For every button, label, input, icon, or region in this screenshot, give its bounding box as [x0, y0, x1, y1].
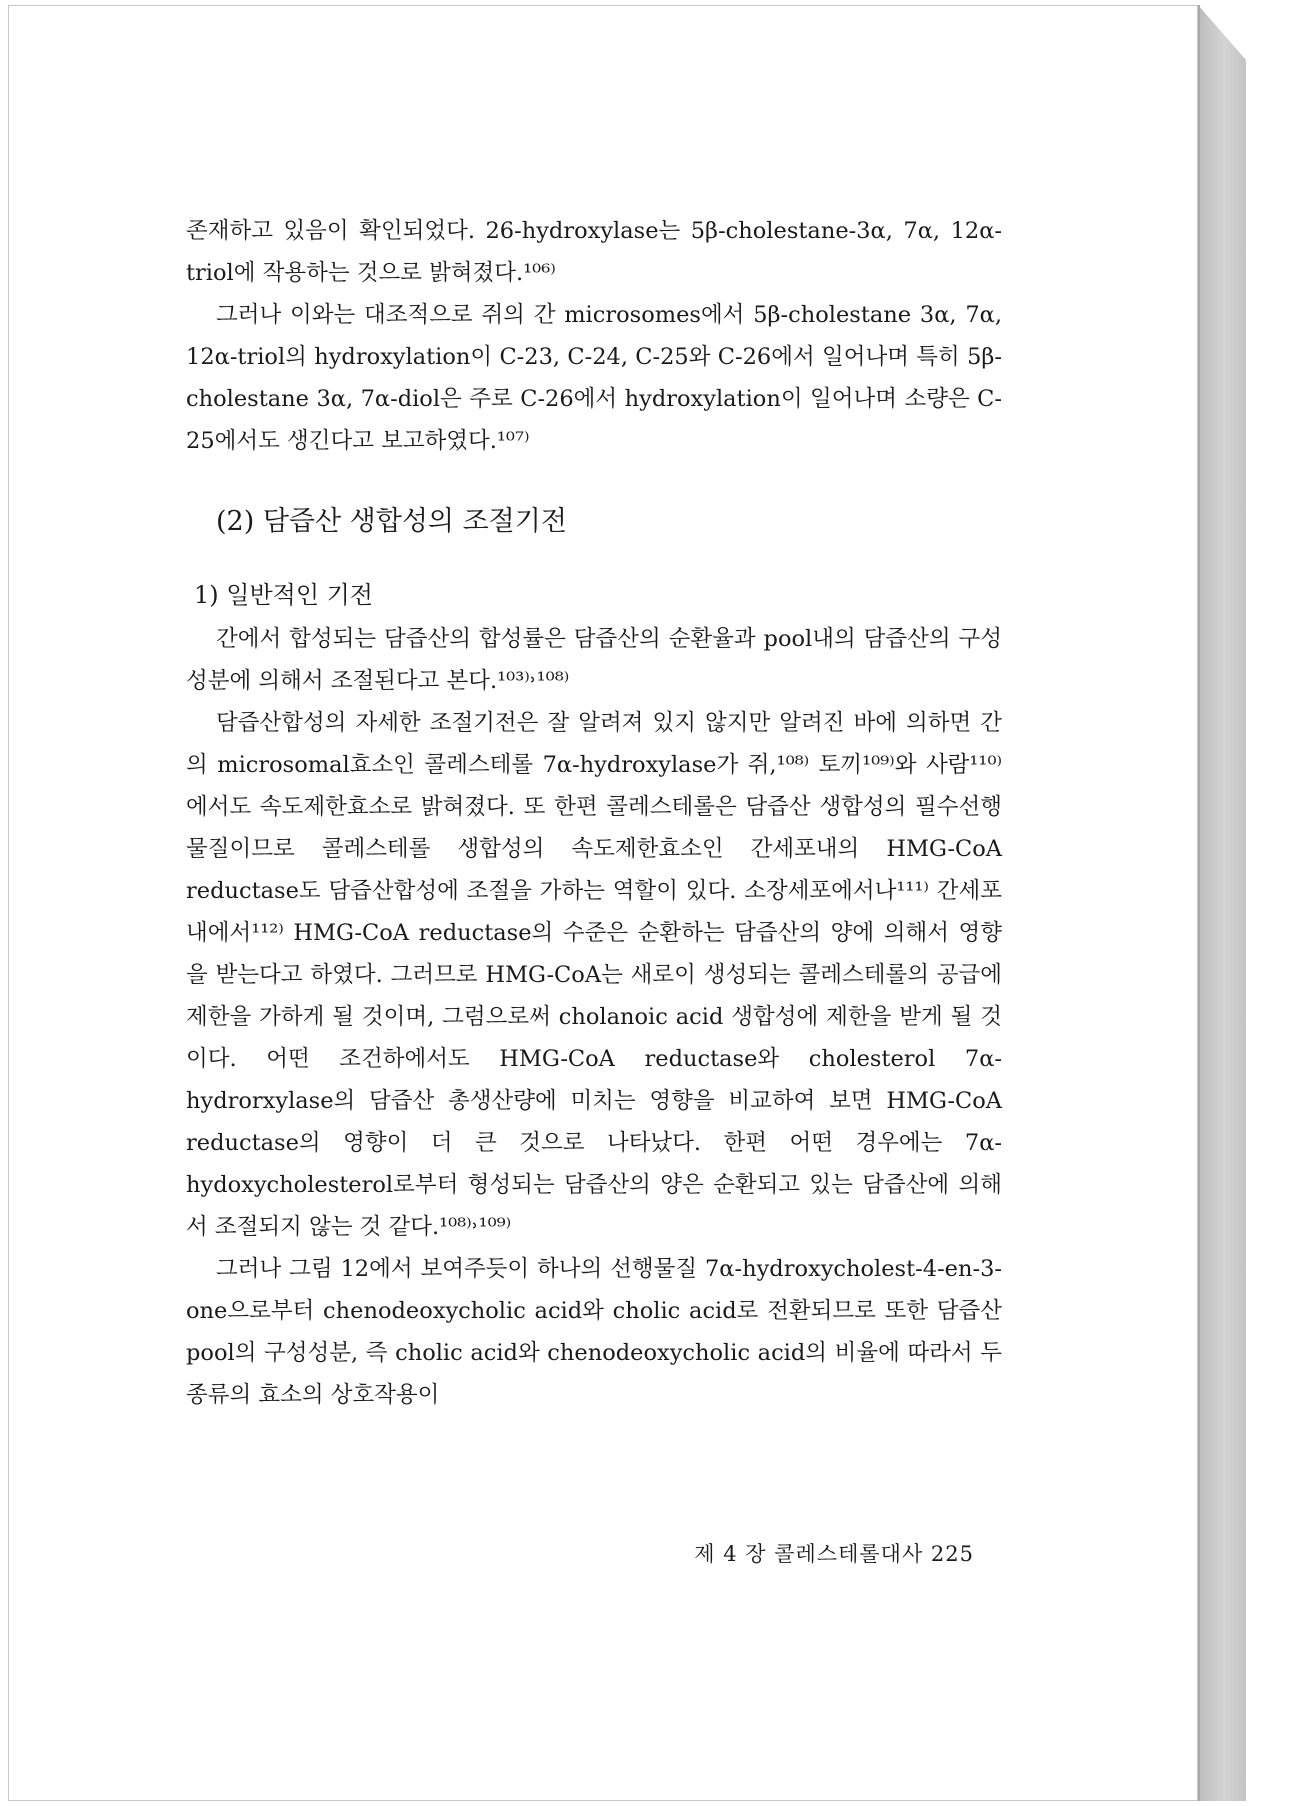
page-footer: 제 4 장 콜레스테롤대사 225 [694, 1542, 974, 1566]
body-paragraph: 그러나 그림 12에서 보여주듯이 하나의 선행물질 7α-hydroxycholest-4-en-3-one으로부터 chenodeoxycholic acid와 cholic acid로 전환되므로 또한 담즙산 pool의 구성성분, 즉 cholic acid와 chenodeoxycholic acid의 비율에 따라서 두 종류의 효소의 상호작용이 [186, 1256, 1002, 1408]
body-paragraph: 그러나 이와는 대조적으로 쥐의 간 microsomes에서 5β-cholestane 3α, 7α, 12α-triol의 hydroxylation이 C-23, C-24, C-25와 C-26에서 일어나며 특히 5β-cholestane 3α, 7α-diol은 주로 C-26에서 hydroxylation이 일어나며 소량은 C-25에서도 생긴다고 보고하였다.¹⁰⁷⁾ [186, 302, 1002, 454]
page-content [186, 210, 1002, 1416]
body-paragraph: 존재하고 있음이 확인되었다. 26-hydroxylase는 5β-cholestane-3α, 7α, 12α-triol에 작용하는 것으로 밝혀졌다.¹⁰⁶⁾ [186, 218, 1002, 286]
book-spine [1198, 5, 1246, 1801]
body-paragraph: 간에서 합성되는 담즙산의 합성률은 담즙산의 순환율과 pool내의 담즙산의 구성성분에 의해서 조절된다고 본다.¹⁰³⁾˒¹⁰⁸⁾ [186, 626, 1002, 694]
subsection-heading: 1) 일반적인 기전 [194, 581, 373, 609]
body-paragraph: 담즙산합성의 자세한 조절기전은 잘 알려져 있지 않지만 알려진 바에 의하면 간의 microsomal효소인 콜레스테롤 7α-hydroxylase가 쥐,¹⁰⁸⁾ 토끼¹⁰⁹⁾와 사람¹¹⁰⁾에서도 속도제한효소로 밝혀졌다. 또 한편 콜레스테롤은 담즙산 생합성의 필수선행물질이므로 콜레스테롤 생합성의 속도제한효소인 간세포내의 HMG-CoA reductase도 담즙산합성에 조절을 가하는 역할이 있다. 소장세포에서나¹¹¹⁾ 간세포내에서¹¹²⁾ HMG-CoA reductase의 수준은 순환하는 담즙산의 양에 의해서 영향을 받는다고 하였다. 그러므로 HMG-CoA는 새로이 생성되는 콜레스테롤의 공급에 제한을 가하게 될 것이며, 그럼으로써 cholanoic acid 생합성에 제한을 받게 될 것이다. 어떤 조건하에서도 HMG-CoA reductase와 cholesterol 7α-hydrorxylase의 담즙산 총생산량에 미치는 영향을 비교하여 보면 HMG-CoA reductase의 영향이 더 큰 것으로 나타났다. 한편 어떤 경우에는 7α-hydoxycholesterol로부터 형성되는 담즙산의 양은 순환되고 있는 담즙산에 의해서 조절되지 않는 것 같다.¹⁰⁸⁾˒¹⁰⁹⁾ [186, 710, 1002, 1240]
page-edge [1198, 5, 1200, 1801]
section-heading: (2) 담즙산 생합성의 조절기전 [216, 506, 567, 537]
